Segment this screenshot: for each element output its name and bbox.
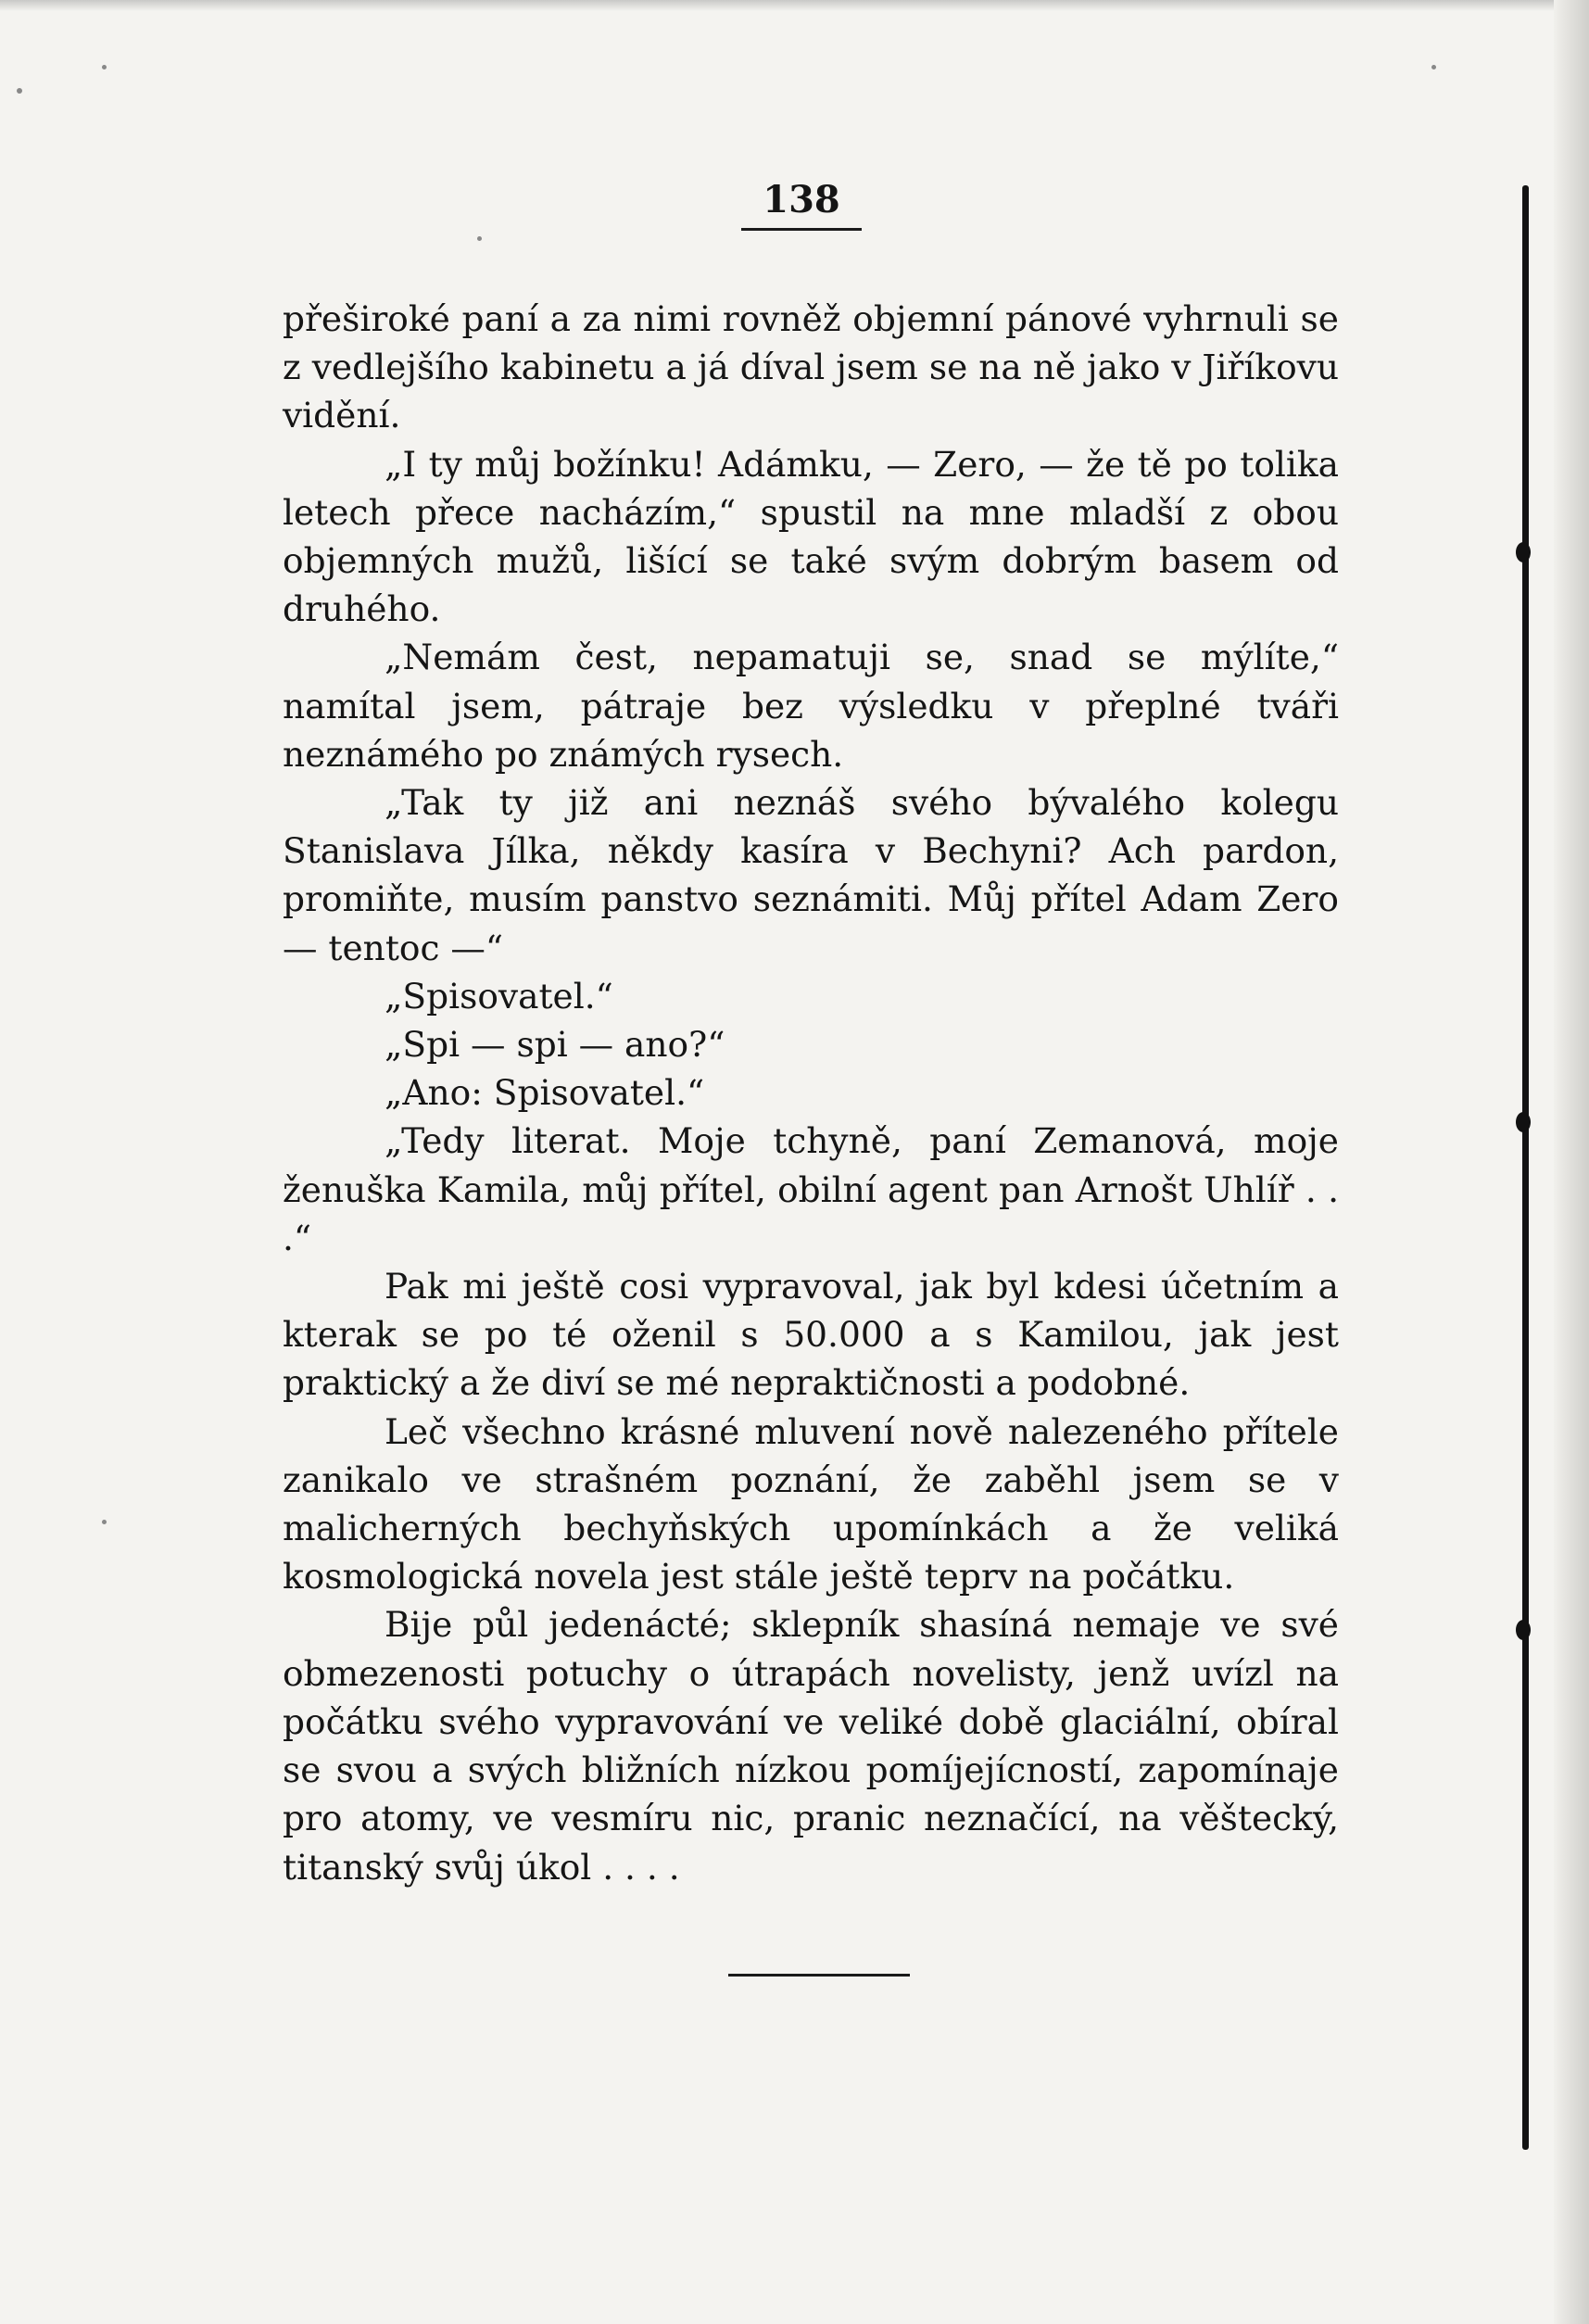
body-text xyxy=(283,295,1339,1891)
edge-mark xyxy=(1516,1620,1531,1640)
edge-mark xyxy=(1516,542,1531,562)
paragraph: „Spisovatel.“ xyxy=(385,975,613,1017)
end-rule xyxy=(728,1974,910,1977)
paragraph: „Tak ty již ani neznáš svého bývalého kolegu Stanislava Jílka, někdy kasíra v Bechyni? Ach pardon, promiňte, musím panstvo seznámiti. Můj přítel Adam Zero — tentoc —“ xyxy=(283,782,1339,968)
paragraph: přeširoké paní a za nimi rovněž objemní pánové vyhrnuli se z vedlejšího kabinetu a já díval jsem se na ně jako v Jiříkovu vidění. xyxy=(283,298,1339,436)
paper-speck xyxy=(17,88,22,94)
paper-speck xyxy=(477,236,482,241)
paragraph: „Ano: Spisovatel.“ xyxy=(385,1072,705,1114)
page-spine-shadow xyxy=(1554,0,1589,2324)
paragraph: „Nemám čest, nepamatuji se, snad se mýlíte,“ namítal jsem, pátraje bez výsledku v přeplné tváři neznámého po známých rysech. xyxy=(283,637,1339,775)
paragraph: „Spi — spi — ano?“ xyxy=(385,1024,725,1066)
paper-speck xyxy=(102,1520,107,1524)
paragraph: „I ty můj božínku! Adámku, — Zero, — že tě po tolika letech přece nacházím,“ spustil na mne mladší z obou objemných mužů, lišící se také svým dobrým basem od druhého. xyxy=(283,443,1339,630)
page-edge-line xyxy=(1522,185,1529,2150)
paragraph: Leč všechno krásné mluvení nově nalezeného přítele zanikalo ve strašném poznání, že zaběhl jsem se v malicherných bechyňských upomínkách a že veliká kosmologická novela jest stále ještě teprv na počátku. xyxy=(283,1410,1339,1598)
paragraph: Bije půl jedenácté; sklepník shasíná nemaje ve své obmezenosti potuchy o útrapách novelisty, jenž uvízl na počátku svého vypravování ve veliké době glaciální, obíral se svou a svých bližních nízkou pomíjejícností, zapomínaje pro atomy, ve vesmíru nic, pranic neznačící, na věštecký, titanský svůj úkol . . . . xyxy=(283,1604,1339,1888)
top-shadow xyxy=(0,0,1589,11)
page-number-rule xyxy=(741,228,862,231)
edge-mark xyxy=(1516,1112,1531,1132)
paper-speck xyxy=(1431,65,1436,69)
paragraph: „Tedy literat. Moje tchyně, paní Zemanová, moje ženuška Kamila, můj přítel, obilní agent pan Arnošt Uhlíř . . .“ xyxy=(283,1120,1339,1258)
page-number: 138 xyxy=(763,178,840,221)
paragraph: Pak mi ještě cosi vypravoval, jak byl kdesi účetním a kterak se po té oženil s 50.000 a s Kamilou, jak jest praktický a že diví se mé nepraktičnosti a podobné. xyxy=(283,1266,1339,1404)
paper-speck xyxy=(102,65,107,69)
